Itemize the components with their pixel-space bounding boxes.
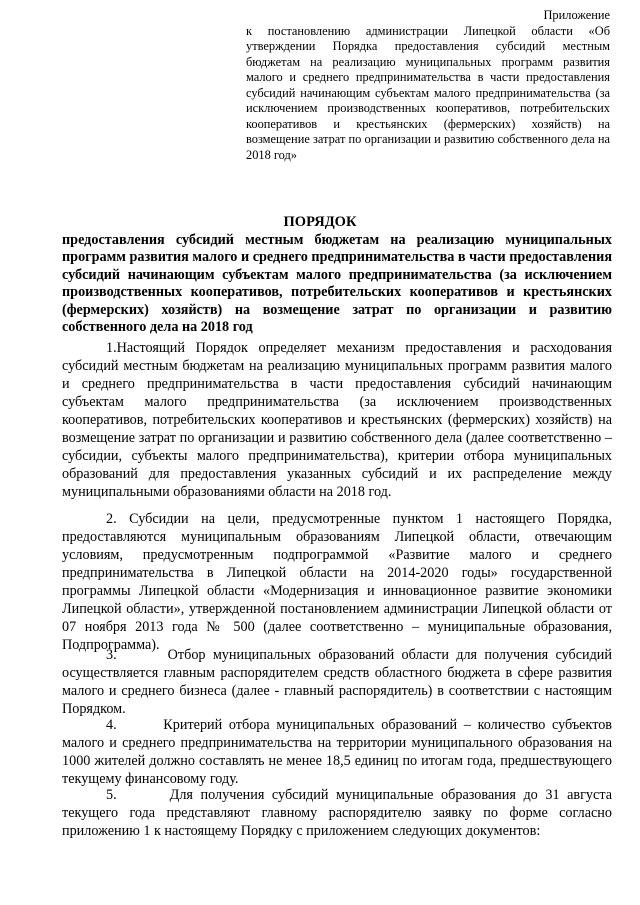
document-title: ПОРЯДОК <box>283 214 357 230</box>
appendix-block <box>246 8 610 163</box>
document-subtitle: предоставления субсидий местным бюджетам на реализацию муниципальных программ развития малого и среднего предпринимательства в части предоставления субсидий начинающим субъектам малого предпринимательства (за исключением производственных кооперативов, потребительских кооперативов и крестьянских (фермерских) хозяйств) на возмещение затрат по организации и развитию собственного дела на 2018 год <box>62 232 612 336</box>
appendix-text: к постановлению администрации Липецкой области «Об утверждении Порядка предоставления субсидий местным бюджетам на реализацию муниципальных программ развития малого и среднего предпринимательства в части предоставления субсидий начинающим субъектам малого предпринимательства (за исключением производственных кооперативов, потребительских кооперативов и крестьянских (фермерских) хозяйств) на возмещение затрат по организации и развитию собственного дела на 2018 год» <box>246 23 610 162</box>
paragraph-2: 2. Субсидии на цели, предусмотренные пунктом 1 настоящего Порядка, предоставляются муниципальным образованиям Липецкой области, отвечающим условиям, предусмотренным подпрограммой «Развитие малого и среднего предпринимательства в Липецкой области на 2014-2020 годы» государственной программы Липецкой области «Модернизация и инновационное развитие экономики Липецкой области», утвержденной постановлением администрации Липецкой области от 07 ноября 2013 года № 500 (далее соответственно – муниципальные образования, Подпрограмма). <box>62 511 612 653</box>
paragraph-4: 4. Критерий отбора муниципальных образований – количество субъектов малого и среднего предпринимательства на территории муниципального образования на 1000 жителей должно составлять не менее 18,5 единиц по итогам года, предшествующего текущему финансовому году. <box>62 717 612 787</box>
paragraph-3: 3. Отбор муниципальных образований области для получения субсидий осуществляется главным распорядителем средств областного бюджета в сфере развития малого и среднего бизнеса (далее - главный распорядитель) в соответствии с настоящим Порядком. <box>62 647 612 717</box>
appendix-title: Приложение <box>543 8 610 22</box>
paragraph-1: 1.Настоящий Порядок определяет механизм предоставления и расходования субсидий местным бюджетам на реализацию муниципальных программ развития малого и среднего предпринимательства в части предоставления субсидий начинающим субъектам малого предпринимательства (за исключением производственных кооперативов, потребительских кооперативов и крестьянских (фермерских) хозяйств) на возмещение затрат по организации и развитию собственного дела (далее соответственно – субсидии, субъекты малого предпринимательства), критерии отбора муниципальных образований для предоставления указанных субсидий и их распределение между муниципальными образованиями области на 2018 год. <box>62 340 612 500</box>
paragraph-5: 5. Для получения субсидий муниципальные образования до 31 августа текущего года представляют главному распорядителю заявку по форме согласно приложению 1 к настоящему Порядку с приложением следующих документов: <box>62 787 612 839</box>
